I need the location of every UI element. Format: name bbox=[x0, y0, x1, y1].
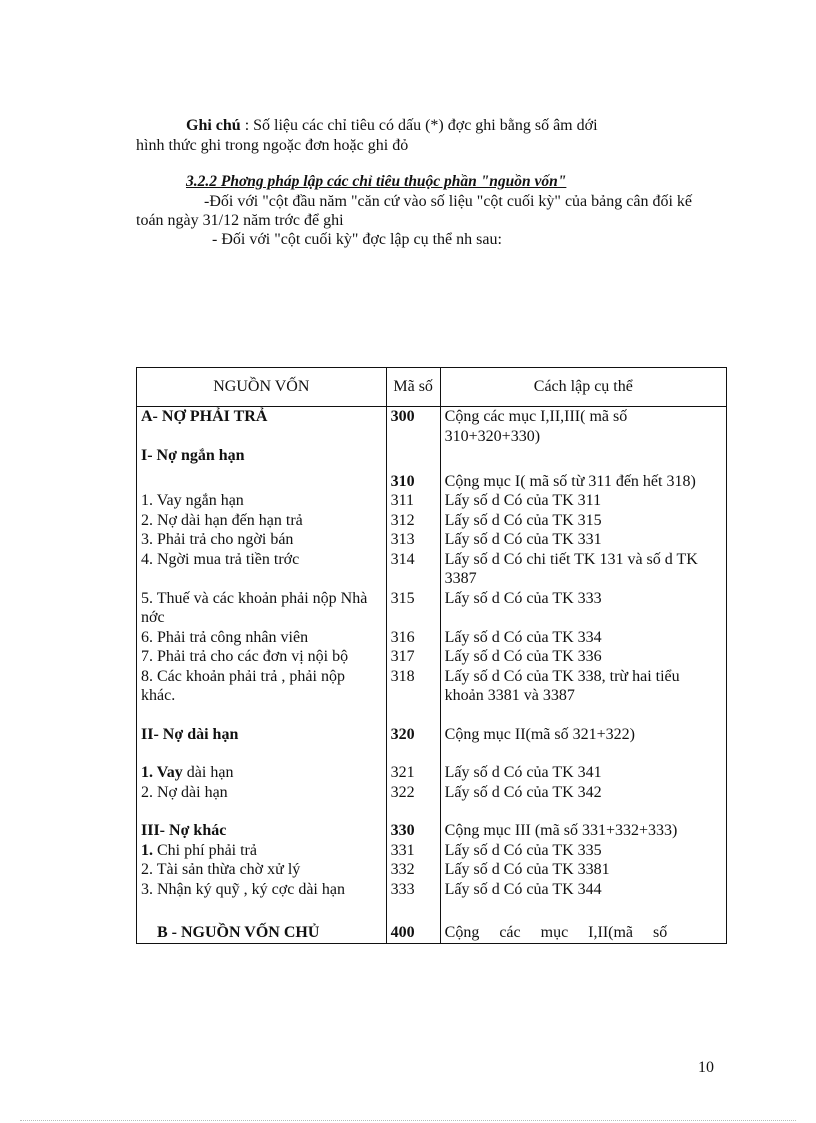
row-name: I- Nợ ngắn hạn bbox=[137, 446, 387, 466]
row-code: 320 bbox=[386, 706, 440, 745]
row-method: Lấy số d Có của TK 3381 bbox=[440, 860, 726, 880]
table-row bbox=[137, 860, 727, 880]
section-body bbox=[136, 192, 720, 249]
table-row bbox=[137, 628, 727, 648]
table-row bbox=[137, 491, 727, 511]
table-header-row bbox=[137, 368, 727, 407]
row-code: 311 bbox=[386, 491, 440, 511]
row-code: 312 bbox=[386, 511, 440, 531]
row-code: 333 bbox=[386, 880, 440, 900]
row-name: 7. Phải trả cho các đơn vị nội bộ bbox=[137, 647, 387, 667]
row-method: Lấy số d Có của TK 315 bbox=[440, 511, 726, 531]
table-row bbox=[137, 667, 727, 706]
table-row bbox=[137, 511, 727, 531]
row-method: Lấy số d Có của TK 333 bbox=[440, 589, 726, 628]
header-ma-so: Mã số bbox=[386, 368, 440, 407]
row-name: II- Nợ dài hạn bbox=[137, 706, 387, 745]
row-method: Lấy số d Có của TK 334 bbox=[440, 628, 726, 648]
table-row bbox=[137, 446, 727, 466]
row-method: Lấy số d Có của TK 341 bbox=[440, 744, 726, 783]
table-row bbox=[137, 589, 727, 628]
row-method: Cộng mục III (mã số 331+332+333) bbox=[440, 802, 726, 841]
note-paragraph bbox=[136, 116, 720, 156]
section-para2: - Đối với "cột cuối kỳ" đợc lập cụ thể nh sau: bbox=[212, 231, 502, 248]
row-name: B - NGUỒN VỐN CHỦ bbox=[137, 899, 387, 943]
row-name: 4. Ngời mua trả tiền trớc bbox=[137, 550, 387, 589]
row-name: 3. Phải trả cho ngời bán bbox=[137, 530, 387, 550]
row-name-rest: dài hạn bbox=[182, 764, 234, 781]
header-nguon-von: NGUỒN VỐN bbox=[137, 368, 387, 407]
row-code: 316 bbox=[386, 628, 440, 648]
row-code: 313 bbox=[386, 530, 440, 550]
table-row bbox=[137, 706, 727, 745]
row-code: 310 bbox=[386, 466, 440, 492]
footer-divider bbox=[20, 1120, 796, 1121]
row-method: Lấy số d Có của TK 342 bbox=[440, 783, 726, 803]
row-name: 2. Tài sản thừa chờ xử lý bbox=[137, 860, 387, 880]
note-text-line2: hình thức ghi trong ngoặc đơn hoặc ghi đỏ bbox=[136, 137, 409, 154]
table-row bbox=[137, 802, 727, 841]
row-name: 2. Nợ dài hạn đến hạn trả bbox=[137, 511, 387, 531]
row-name-bold: 1. Vay bbox=[141, 764, 183, 781]
table-row bbox=[137, 530, 727, 550]
row-code: 318 bbox=[386, 667, 440, 706]
row-name: 8. Các khoản phải trả , phải nộp khác. bbox=[137, 667, 387, 706]
section-para1: -Đối với "cột đầu năm "căn cứ vào số liệu "cột cuối kỳ" của bảng cân đối kế toán ngày 31/12 năm trớc để ghi bbox=[136, 193, 692, 229]
row-name-rest: Chi phí phải trả bbox=[153, 841, 257, 859]
table-row bbox=[137, 744, 727, 783]
row-method: Lấy số d Có chi tiết TK 131 và số d TK 3387 bbox=[440, 550, 726, 589]
row-name bbox=[137, 744, 387, 783]
row-code: 315 bbox=[386, 589, 440, 628]
row-code: 330 bbox=[386, 802, 440, 841]
row-method bbox=[440, 446, 726, 466]
page-number: 10 bbox=[698, 1059, 714, 1076]
note-text-line1: : Số liệu các chỉ tiêu có dấu (*) đợc ghi bằng số âm dới bbox=[240, 117, 598, 134]
section-title: 3.2.2 Phơng pháp lập các chỉ tiêu thuộc phần "nguồn vốn" bbox=[186, 173, 567, 190]
row-method: Cộng mục I( mã số từ 311 đến hết 318) bbox=[440, 466, 726, 492]
row-name: A- NỢ PHẢI TRẢ bbox=[137, 407, 387, 447]
row-name: 2. Nợ dài hạn bbox=[137, 783, 387, 803]
row-name: 5. Thuế và các khoản phải nộp Nhà nớc bbox=[137, 589, 387, 628]
table-row bbox=[137, 783, 727, 803]
row-name bbox=[137, 466, 387, 492]
table-row bbox=[137, 647, 727, 667]
row-code: 321 bbox=[386, 744, 440, 783]
table-row bbox=[137, 466, 727, 492]
row-method: Cộng các mục I,II(mã số bbox=[440, 899, 726, 943]
row-code: 317 bbox=[386, 647, 440, 667]
table-row bbox=[137, 550, 727, 589]
table-row bbox=[137, 407, 727, 447]
row-method: Lấy số d Có của TK 311 bbox=[440, 491, 726, 511]
row-name bbox=[137, 841, 387, 861]
row-method: Cộng các mục I,II,III( mã số 310+320+330) bbox=[440, 407, 726, 447]
row-method: Lấy số d Có của TK 335 bbox=[440, 841, 726, 861]
row-name: 6. Phải trả công nhân viên bbox=[137, 628, 387, 648]
row-name: III- Nợ khác bbox=[137, 802, 387, 841]
table-row bbox=[137, 880, 727, 900]
table-row bbox=[137, 899, 727, 943]
row-name: 3. Nhận ký quỹ , ký cợc dài hạn bbox=[137, 880, 387, 900]
row-method: Lấy số d Có của TK 338, trừ hai tiểu khoản 3381 và 3387 bbox=[440, 667, 726, 706]
row-code: 331 bbox=[386, 841, 440, 861]
row-method: Lấy số d Có của TK 344 bbox=[440, 880, 726, 900]
row-code: 400 bbox=[386, 899, 440, 943]
row-name-bold: 1. bbox=[141, 841, 153, 859]
row-code: 314 bbox=[386, 550, 440, 589]
row-code: 300 bbox=[386, 407, 440, 447]
note-label: Ghi chú bbox=[186, 117, 241, 134]
row-name: 1. Vay ngắn hạn bbox=[137, 491, 387, 511]
capital-sources-table bbox=[136, 367, 727, 944]
row-method: Lấy số d Có của TK 331 bbox=[440, 530, 726, 550]
header-cach-lap: Cách lập cụ thể bbox=[440, 368, 726, 407]
row-code: 332 bbox=[386, 860, 440, 880]
row-code: 322 bbox=[386, 783, 440, 803]
row-method: Lấy số d Có của TK 336 bbox=[440, 647, 726, 667]
row-method: Cộng mục II(mã số 321+322) bbox=[440, 706, 726, 745]
table-row bbox=[137, 841, 727, 861]
row-code bbox=[386, 446, 440, 466]
